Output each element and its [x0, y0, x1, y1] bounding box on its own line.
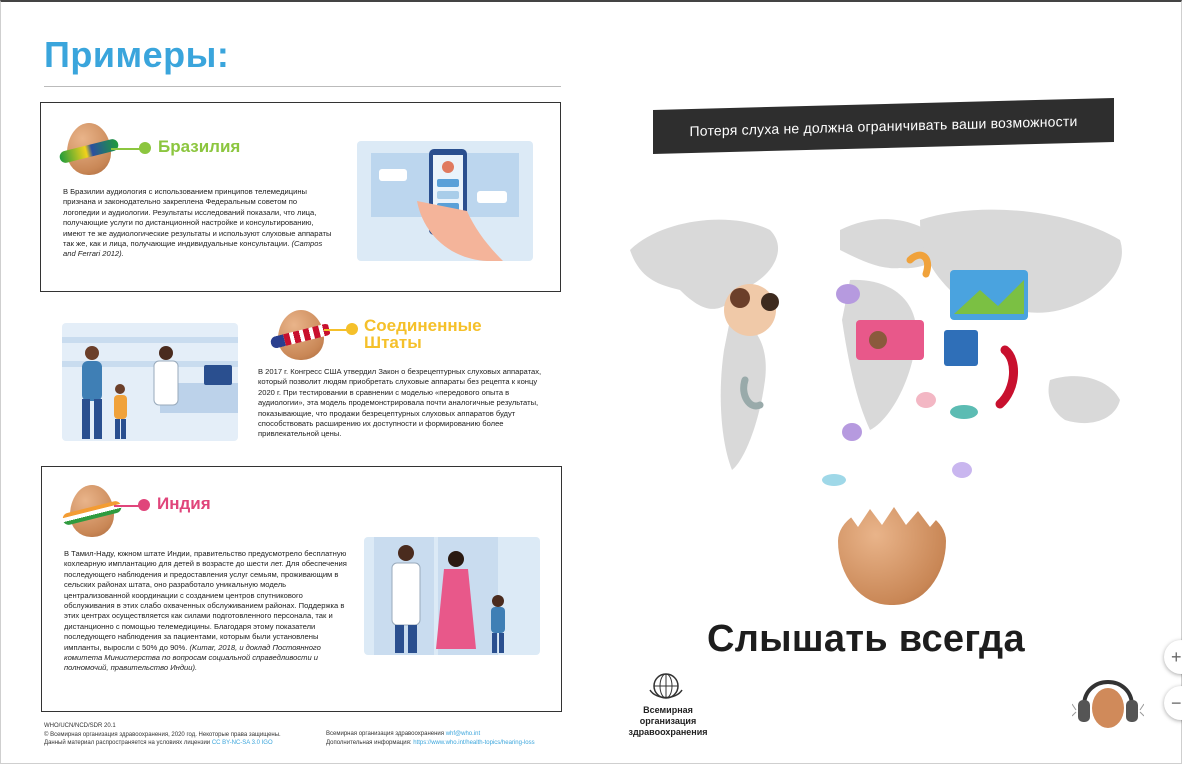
who-emblem-icon [648, 670, 684, 702]
india-egg-icon [70, 485, 114, 537]
footer-legal: WHO/UCN/NCD/SDR 20.1 © Всемирная организация здравоохранения, 2020 год. Некоторые права защищены. Данный материал распространяется на условиях лицензии CC BY-NC-SA 3.0 IGO [44, 723, 281, 746]
license-link[interactable]: CC BY-NC-SA 3.0 IGO [211, 740, 273, 746]
india-heading: Индия [157, 494, 211, 513]
campaign-title: Слышать всегда [707, 618, 1025, 660]
brazil-egg-icon [67, 123, 111, 175]
brazil-heading: Бразилия [158, 137, 241, 156]
usa-heading: Соединенные Штаты [364, 316, 482, 352]
usa-text: В 2017 г. Конгресс США утвердил Закон о безрецептурных слуховых аппаратах, который позволит людям приобретать слуховые аппараты без рецепта к концу 2020 г. При тестировании в сравнении с моделью «передового опыта в аудиологии», эта модель продемонстрировала почти аналогичные результаты, показывающие, что продажи безрецептурных слуховых аппаратов будут способствовать расширению их доступности и формированию более привлекательной цены. [258, 367, 542, 439]
india-card [41, 466, 562, 712]
footer-contact: Всемирная организация здравоохранения whf@who.int Дополнительная информация: https://www.who.int/health-topics/hearing-loss [326, 731, 535, 746]
brazil-text: В Бразилии аудиология с использованием принципов телемедицины признана и законодательно закреплена Федеральным советом по логопедии и аудиологии. Результаты исследований показали, что лица, получающие услуги по дистанционной настройке и консультированию, имеют те же аудиологические результаты и используют слуховые аппараты так же, как и лица, получающие индивидуальные консультации. (Campos and Ferrari 2012). [63, 187, 332, 259]
zoom-in-button[interactable]: + [1164, 640, 1182, 674]
india-text: В Тамил-Наду, южном штате Индии, правительство предусмотрело бесплатную кохлеарную имплантацию для детей в возрасте до шести лет. Для обеспечения последующего наблюдения и предоставления услуг семьям, проживающим в сельских районах штата, оно разработало уникальную модель централизованной координации с созданием центров спутникового обслуживания в этих слабо охваченных обслуживанием районах. Поддержка в этих центрах осуществляется как силами подготовленного персонала, так и дистанционно с помощью телемедицины. Благодаря этому показатели последующего наблюдения за пациентами, которым были установлены импланты, выросли с 50% до 90%. (Kumar, 2018, и доклад Постоянного комитета Министерства по вопросам социальной справедливости и полномочий, правительство Индии). [64, 549, 347, 673]
info-link[interactable]: https://www.who.int/health-topics/hearing-loss [413, 739, 535, 746]
telemedicine-illustration [357, 141, 533, 261]
email-link[interactable]: whf@who.int [445, 731, 481, 737]
headphone-egg-icon [1072, 666, 1144, 734]
pharmacy-illustration [62, 323, 238, 441]
title-divider [44, 86, 561, 87]
examples-column [0, 0, 580, 764]
world-map-illustration [620, 190, 1140, 490]
brazil-card [40, 102, 561, 292]
family-doctor-illustration [364, 537, 540, 655]
page-title: Примеры: [44, 34, 230, 75]
zoom-out-button[interactable]: − [1164, 686, 1182, 720]
usa-egg-icon [278, 310, 324, 360]
who-organization-name: Всемирная организация здравоохранения [628, 705, 708, 737]
slogan-banner: Потеря слуха не должна ограничивать ваши возможности [653, 98, 1114, 154]
